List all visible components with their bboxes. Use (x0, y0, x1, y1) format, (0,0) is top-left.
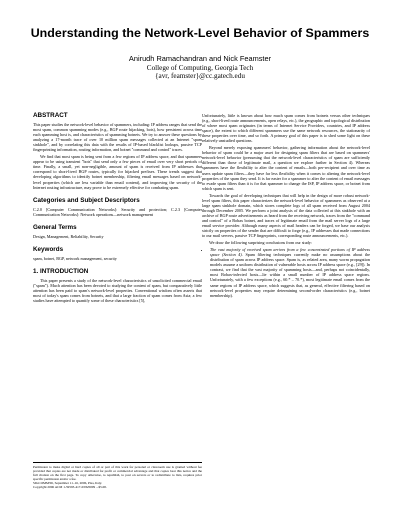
introduction-paragraph-1: This paper presents a study of the network-level characteristics of unsolicited commercial email ("spam"). Much attention has been devoted to studying the content of spam, but comparatively little attention has been paid to spam's network-level properties. Conventional wisdom often asserts that most of today's spam comes from botnets, and that a large fraction of spam comes from Asia; a few studies have attempted to quantify some of these characteristics [5], (33, 277, 202, 303)
categories-heading: Categories and Subject Descriptors (33, 196, 140, 204)
author-affiliation: College of Computing, Georgia Tech (146, 63, 254, 72)
finding-lead: The vast majority of received spam arrives from a few concentrated portions of IP address space (Section 4). (210, 247, 370, 258)
general-terms-heading: General Terms (33, 223, 77, 231)
categories-text: C.2.0 [Computer Communication Networks]: Security and protection; C.2.3 [Computer Communication Networks]: Network operations—network management (33, 206, 202, 217)
abstract-paragraph-1: This paper studies the network-level behavior of spammers, including: IP address ranges that send the most spam, common spamming modes (e.g., BGP route hijacking, bots), how persistent across time each spamming host is, and characteristics of spamming botnets. We try to answer these questions by analyzing a 17-month trace of over 10 million spam messages collected at an Internet "spam sinkhole", and by correlating this data with the results of IP-based blacklist lookups, passive TCP fingerprinting information, routing information, and botnet "command and control" traces. (33, 122, 202, 153)
finding-item (210, 247, 370, 297)
author-names: Anirudh Ramachandran and Nick Feamster (128, 54, 272, 63)
keywords-heading: Keywords (33, 245, 64, 253)
left-column (33, 112, 202, 305)
paper-title: Understanding the Network-Level Behavior of Spammers (30, 26, 370, 40)
finding-body: Spam filtering techniques currently make no assumptions about the distribution of spam across IP address space. Spam is, as related area, many worm propagation models assume a uniform distribution of vulnerable hosts across IP address space (e.g., [29]). In contrast, we find that the vast majority of spamming hosts—and, perhaps not coincidentally, most Bobax-infected hosts—lie within a small number of IP address space regions. Unfortunately, with a few exceptions (e.g., 60.* – 70.*), most legitimate email comes from the same regions of IP address space, which suggests that, as general, effective filtering based on network-level properties may require determining second-order characteristics (e.g., botnet membership). (210, 252, 370, 298)
right-paragraph-2: Beyond merely exposing spammers' behavior, gathering information about the network-level behavior of spam could be a major asset for designing spam filters that are based on spammers' network-level behavior (presuming that the network-level characteristics of spam are sufficiently different than those of legitimate mail, a question we explore further in Section 4). Whereas spammers have the flexibility to alter the content of emails—both per-recipient and over time as users update spam filters—they have far less flexibility when it comes to altering the network-level properties of the spam they send. It is far easier for a spammer to alter the content of email messages to evade spam filters than it is for that spammer to change the ISP, IP address space, or botnet from which spam is sent. (202, 145, 370, 191)
introduction-heading: 1. INTRODUCTION (33, 267, 89, 275)
author-block (0, 55, 400, 81)
right-column (202, 113, 370, 299)
abstract-paragraph-2: We find that most spam is being sent from a few regions of IP address space, and that spammers appear to be using transient "bots" that send only a few pieces of email over very short periods of time. Finally, a small, yet non-negligible, amount of spam is received from IP addresses that correspond to short-lived BGP routes, typically for hijacked prefixes. These trends suggest that developing algorithms to identify botnet membership, filtering email messages based on network-level properties (which are less variable than email content), and improving the security of the Internet routing infrastructure, may prove to be extremely effective for combating spam. (33, 154, 202, 190)
general-terms-text: Design, Management, Reliability, Security (33, 233, 104, 239)
abstract-heading: ABSTRACT (33, 112, 68, 119)
findings-list (202, 247, 370, 297)
keywords-text: spam, botnet, BGP, network management, security (33, 255, 117, 261)
copyright-footnote: Permission to make digital or hard copies of all or part of this work for personal or classroom use is granted without fee provided that copies are not made or distributed for profit or commercial advantage and that copies bear this notice and the full citation on the first page. To copy otherwise, to republish, to post on servers or to redistribute to lists, requires prior specific permission and/or a fee. SIGCOMM'06, September 11–16, 2006, Pisa, Italy. Copyright 2006 ACM 1-59593-417-0/06/0009 ...$5.00. (33, 462, 202, 489)
right-paragraph-4: We draw the following surprising conclusions from our study: (209, 240, 312, 246)
right-paragraph-1: Unfortunately, little is known about how much spam comes from botnets versus other techniques (e.g., short-lived route announcements, open relays, etc.), the geographic and topological distribution of where most spam originates (in terms of Internet Service Providers, countries, and IP address space), the extent to which different spammers use the same network resources, the stationarity of these properties over time, and so forth. A primary goal of this paper is to shed some light on these relatively unstudied questions. (202, 113, 370, 144)
author-email: {avr, feamster}@cc.gatech.edu (155, 72, 245, 80)
right-paragraph-3: Towards the goal of developing techniques that will help in the design of more robust network-level spam filters, this paper characterizes the network-level behavior of spammers as observed at a large spam sinkhole domain, which stores complete logs of all spam received from August 2004 through December 2005. We perform a joint analysis of the data collected at this sinkhole with an archive of BGP route advertisements as heard from the receiving network, traces from the "command and control" of a Bobax botnet, and traces of legitimate email from the mail server logs of a large email service provider. Although many aspects of mail headers can be forged, we base our analysis strictly on properties of the sender that are difficult to forge (e.g., IP addresses that made connections to our mail servers, passive TCP fingerprints, corresponding route announcements, etc.). (202, 192, 370, 239)
